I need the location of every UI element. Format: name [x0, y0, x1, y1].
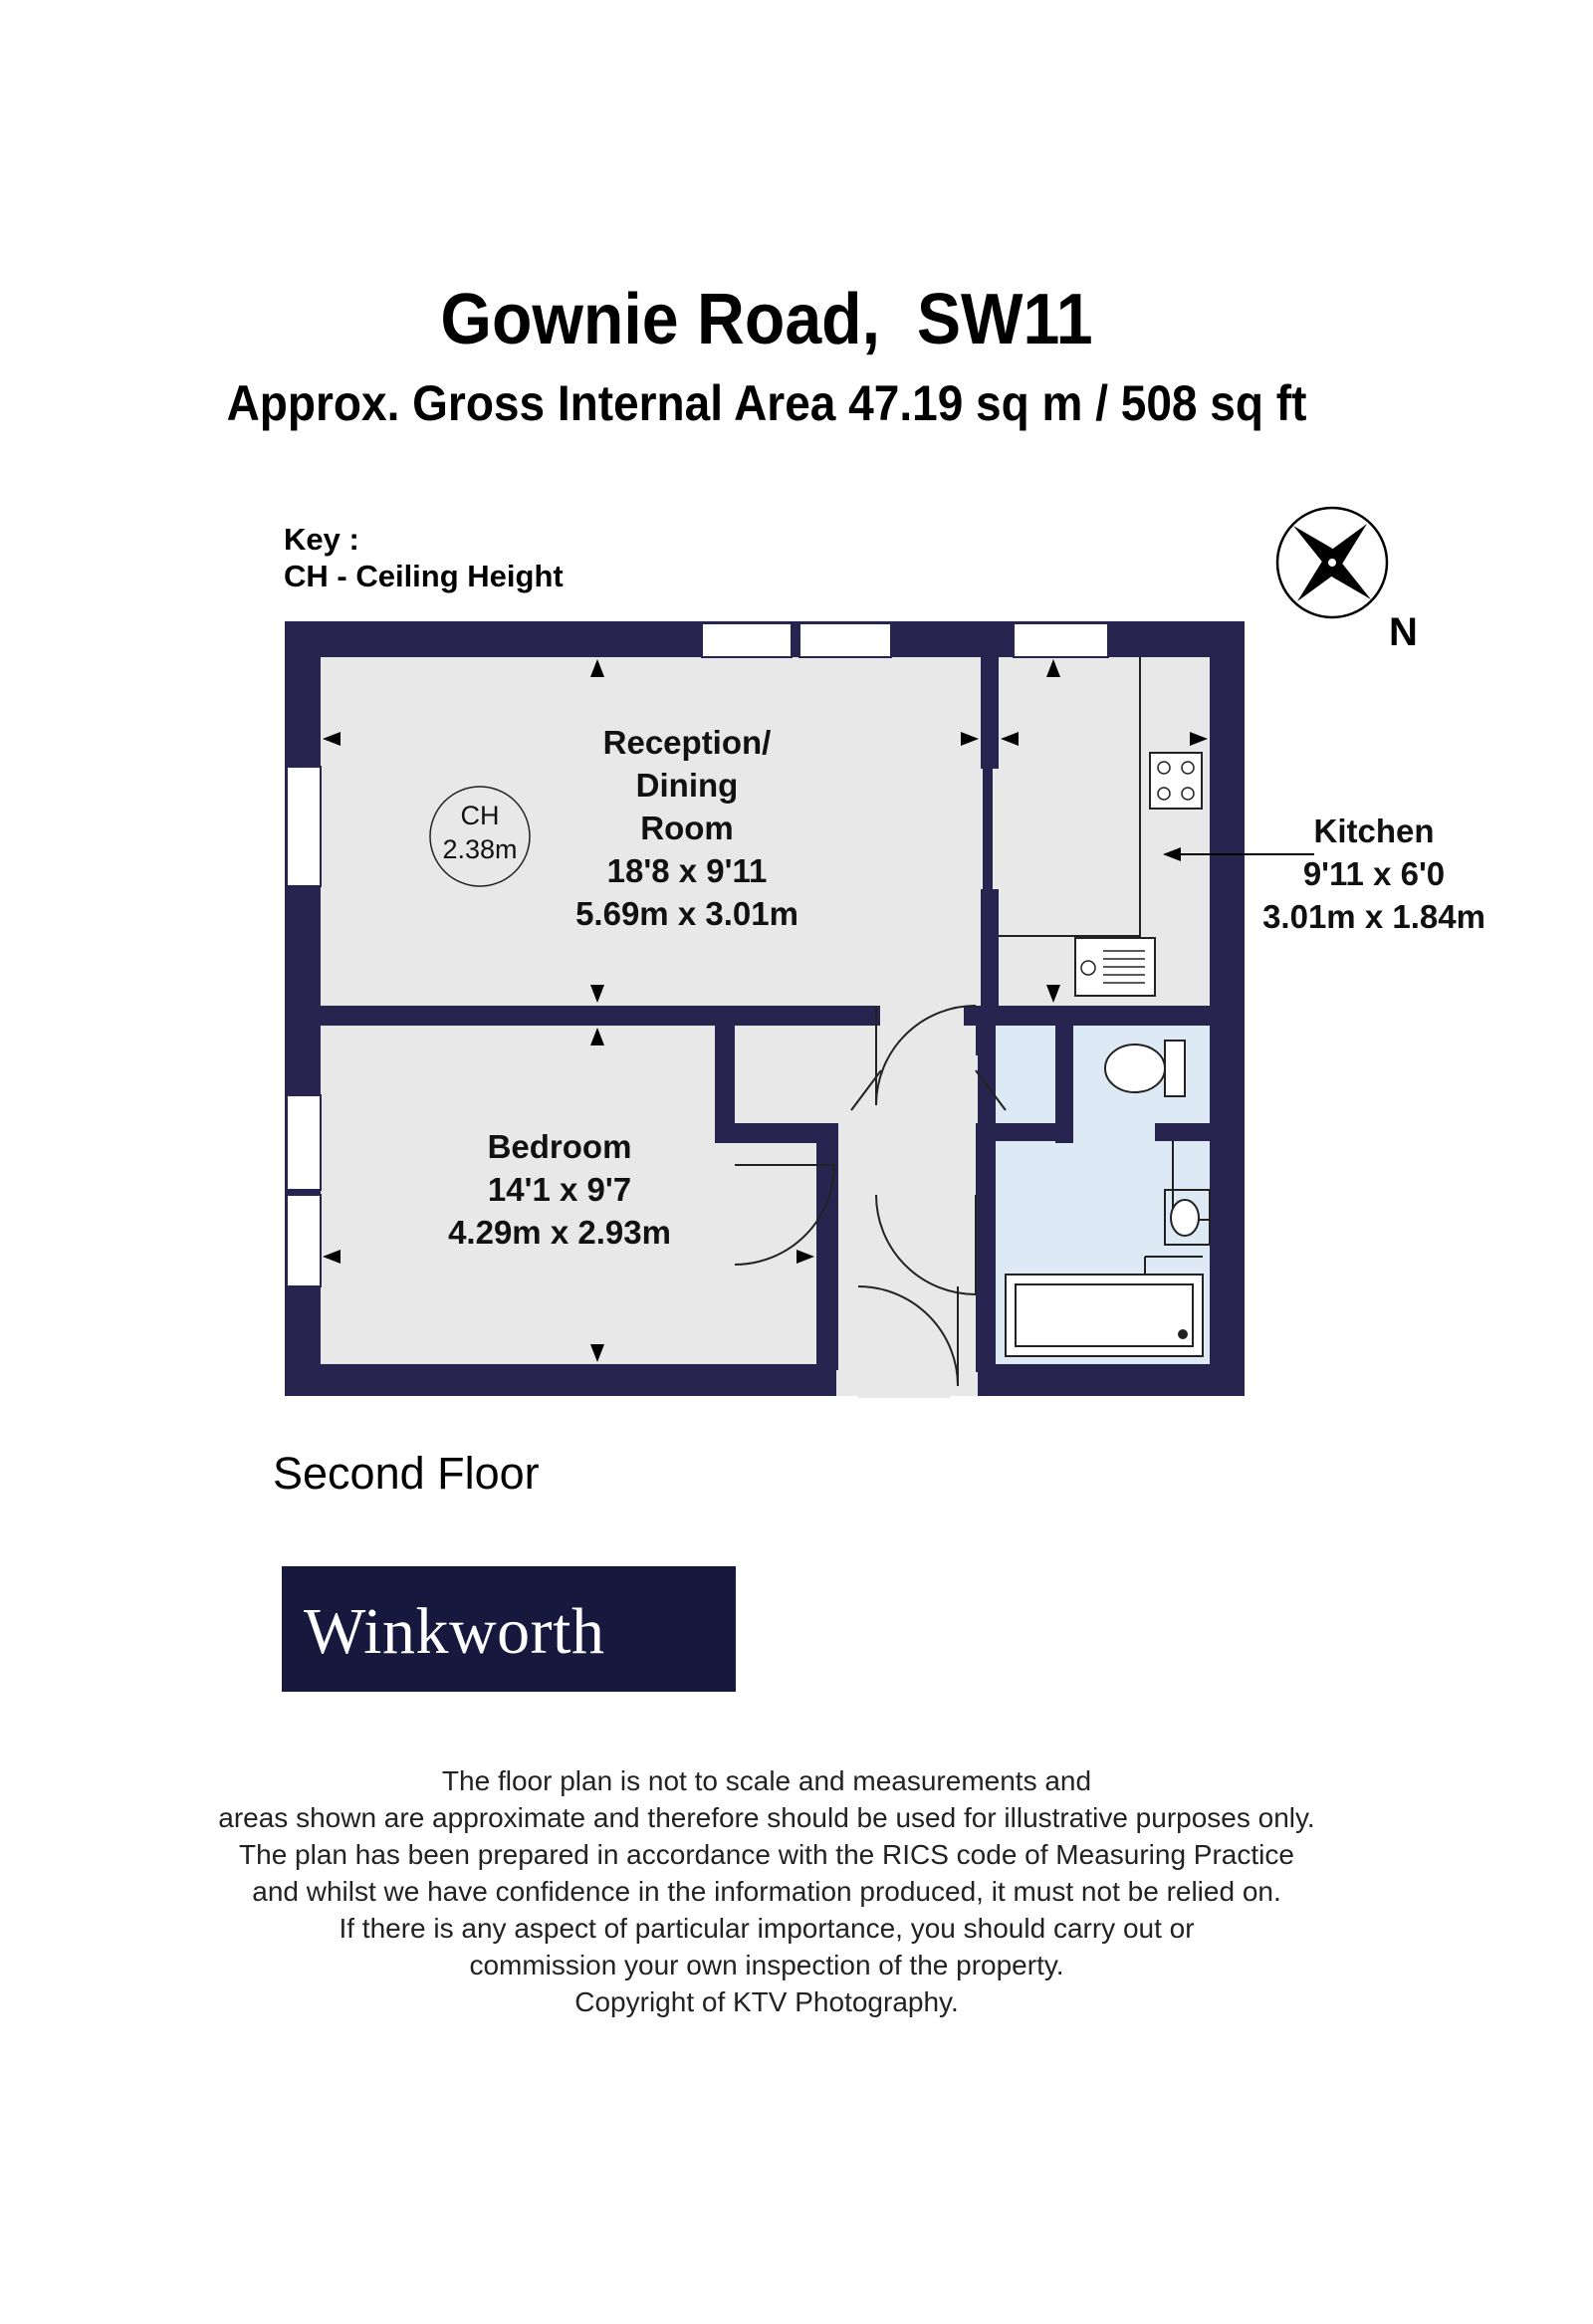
hob-icon — [1150, 753, 1202, 809]
toilet-icon — [1105, 1041, 1185, 1096]
north-label: N — [1389, 610, 1418, 654]
winkworth-logo — [282, 1566, 736, 1692]
kitchen-wall-lower — [981, 889, 999, 1026]
reception-metric: 5.69m x 3.01m — [575, 895, 798, 932]
disclaimer-line: commission your own inspection of the property. — [469, 1950, 1064, 1980]
bathroom-top-wall-right — [1060, 1006, 1210, 1026]
disclaimer-line: areas shown are approximate and therefore should be used for illustrative purposes only. — [218, 1802, 1315, 1833]
disclaimer-line: and whilst we have confidence in the information produced, it must not be relied on. — [252, 1876, 1281, 1907]
brand-name: Winkworth — [304, 1595, 605, 1668]
ceiling-height-label: CH — [460, 801, 500, 830]
hallway-area — [836, 1006, 978, 1396]
entrance-opening — [858, 1364, 950, 1398]
kitchen-metric: 3.01m x 1.84m — [1262, 898, 1485, 935]
page-title: Gownie Road, SW11 — [440, 280, 1093, 359]
reception-name-line-1: Reception/ — [602, 724, 772, 761]
bedroom-metric: 4.29m x 2.93m — [448, 1214, 671, 1251]
reception-name-line-3: Room — [640, 810, 734, 846]
hall-bathroom-wall — [976, 1123, 996, 1372]
disclaimer — [0, 1762, 1533, 2020]
kitchen-imperial: 9'11 x 6'0 — [1302, 855, 1446, 892]
wc-partition-foot — [996, 1123, 1073, 1141]
reception-bedroom-wall — [321, 1006, 880, 1026]
disclaimer-line: If there is any aspect of particular importance, you should carry out or — [339, 1913, 1195, 1944]
ceiling-height-value: 2.38m — [442, 834, 518, 864]
bathroom-top-wall-left — [964, 1006, 1055, 1026]
compass-rose-icon — [1277, 508, 1387, 617]
area-subtitle: Approx. Gross Internal Area 47.19 sq m / 508 sq ft — [226, 375, 1307, 431]
disclaimer-line: The floor plan is not to scale and measurements and — [441, 1765, 1092, 1796]
cupboard-bottom-wall — [715, 1123, 830, 1143]
hall-bathroom-wall-top — [976, 1026, 996, 1055]
key-heading: Key : — [284, 522, 359, 557]
reception-name-line-2: Dining — [635, 767, 739, 804]
bedroom-imperial: 14'1 x 9'7 — [487, 1171, 632, 1208]
bedroom-hall-wall — [816, 1123, 838, 1370]
kitchen-name: Kitchen — [1313, 813, 1435, 849]
bedroom-name: Bedroom — [487, 1128, 632, 1165]
disclaimer-line: Copyright of KTV Photography. — [574, 1986, 959, 2017]
bath-icon — [1006, 1275, 1203, 1356]
reception-imperial: 18'8 x 9'11 — [606, 852, 768, 889]
bath-partition — [1155, 1123, 1210, 1141]
disclaimer-line: The plan has been prepared in accordance with the RICS code of Measuring Practice — [239, 1839, 1294, 1870]
kitchen-wall-upper — [981, 657, 999, 769]
floor-label: Second Floor — [273, 1448, 540, 1499]
key-entry: CH - Ceiling Height — [284, 559, 564, 593]
